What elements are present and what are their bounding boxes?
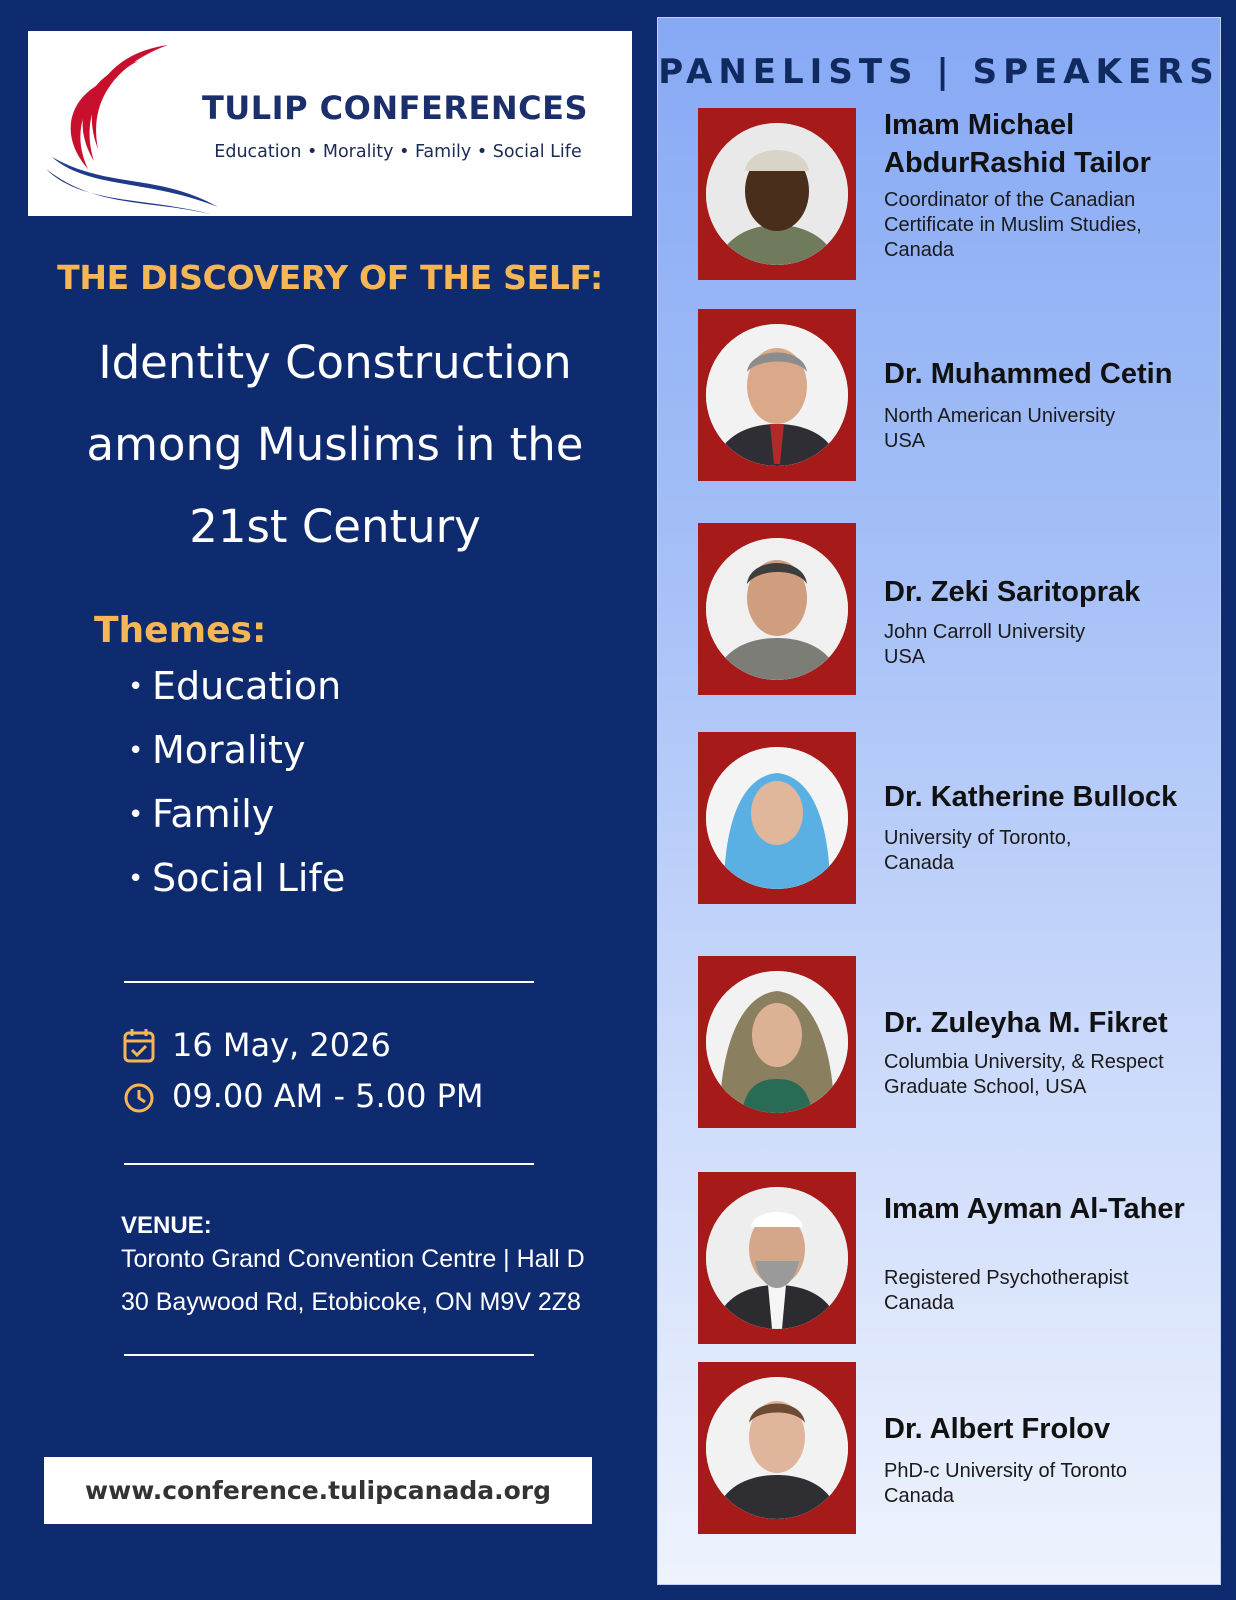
speaker-affiliation: John Carroll University USA xyxy=(884,621,1086,668)
theme-item xyxy=(128,850,345,914)
bullet-icon: • xyxy=(128,736,144,766)
speaker-name: Dr. Katherine Bullock xyxy=(884,781,1178,813)
divider xyxy=(124,1354,534,1356)
event-title: THE DISCOVERY OF THE SELF: xyxy=(57,258,603,297)
speaker-photo xyxy=(698,1172,856,1344)
panel-heading: PANELISTS | SPEAKERS xyxy=(658,52,1220,92)
themes-list xyxy=(128,658,345,914)
speaker-affiliation: PhD-c University of Toronto Canada xyxy=(884,1460,1128,1507)
speaker-photo xyxy=(698,1362,856,1534)
speaker-name: Dr. Albert Frolov xyxy=(884,1413,1111,1445)
speaker-affiliation: Registered Psychotherapist Canada xyxy=(884,1267,1129,1314)
speaker-portrait xyxy=(706,1377,848,1519)
speaker-name: Dr. Zeki Saritoprak xyxy=(884,576,1141,608)
speaker-photo xyxy=(698,108,856,280)
themes-heading: Themes: xyxy=(94,610,267,651)
speaker-portrait xyxy=(706,123,848,265)
speaker-photo xyxy=(698,956,856,1128)
speaker-affiliation: Columbia University, & Respect Graduate School, USA xyxy=(884,1051,1164,1098)
theme-item xyxy=(128,658,345,722)
event-subtitle xyxy=(40,322,630,568)
bullet-icon: • xyxy=(128,800,144,830)
subtitle-line: among Muslims in the xyxy=(86,418,584,471)
person-icon xyxy=(706,324,848,466)
speaker-name: Dr. Zuleyha M. Fikret xyxy=(884,1007,1168,1039)
person-icon xyxy=(706,971,848,1113)
person-icon xyxy=(706,1187,848,1329)
website-box xyxy=(44,1457,592,1524)
bullet-icon: • xyxy=(128,864,144,894)
theme-item xyxy=(128,722,345,786)
venue-address: 30 Baywood Rd, Etobicoke, ON M9V 2Z8 xyxy=(121,1288,581,1316)
date-row xyxy=(123,1025,391,1065)
speaker-affiliation: Coordinator of the Canadian Certificate in Muslim Studies, Canada xyxy=(884,189,1142,261)
speakers-panel xyxy=(657,17,1221,1585)
theme-item xyxy=(128,786,345,850)
person-icon xyxy=(706,747,848,889)
divider xyxy=(124,1163,534,1165)
speaker-photo xyxy=(698,523,856,695)
person-icon xyxy=(706,538,848,680)
divider xyxy=(124,981,534,983)
theme-label: Family xyxy=(152,792,275,836)
speaker-photo xyxy=(698,309,856,481)
speaker-portrait xyxy=(706,971,848,1113)
theme-label: Social Life xyxy=(152,856,346,900)
speaker-name: Imam Michael AbdurRashid Tailor xyxy=(884,109,1151,179)
calendar-check-icon xyxy=(123,1027,155,1063)
logo-tagline: Education • Morality • Family • Social Life xyxy=(214,142,582,162)
logo-title: TULIP CONFERENCES xyxy=(201,89,589,127)
speaker-photo xyxy=(698,732,856,904)
clock-icon xyxy=(123,1079,155,1113)
speaker-name: Dr. Muhammed Cetin xyxy=(884,358,1173,390)
speaker-portrait xyxy=(706,747,848,889)
subtitle-line: Identity Construction xyxy=(98,336,572,389)
speaker-name: Imam Ayman Al-Taher xyxy=(884,1193,1185,1225)
person-icon xyxy=(706,1377,848,1519)
speaker-portrait xyxy=(706,1187,848,1329)
event-time: 09.00 AM - 5.00 PM xyxy=(172,1077,484,1115)
time-row xyxy=(123,1076,484,1116)
theme-label: Morality xyxy=(152,728,306,772)
speaker-affiliation: University of Toronto, Canada xyxy=(884,827,1072,874)
subtitle-line: 21st Century xyxy=(189,500,481,553)
speaker-portrait xyxy=(706,324,848,466)
speaker-portrait xyxy=(706,538,848,680)
venue-name: Toronto Grand Convention Centre | Hall D xyxy=(121,1245,585,1273)
event-date: 16 May, 2026 xyxy=(172,1026,391,1064)
logo-box xyxy=(28,31,632,216)
person-icon xyxy=(706,123,848,265)
bullet-icon: • xyxy=(128,672,144,702)
venue-label: VENUE: xyxy=(121,1212,212,1239)
website-link[interactable]: www.conference.tulipcanada.org xyxy=(85,1476,551,1505)
speaker-affiliation: North American University USA xyxy=(884,405,1116,452)
theme-label: Education xyxy=(152,664,342,708)
